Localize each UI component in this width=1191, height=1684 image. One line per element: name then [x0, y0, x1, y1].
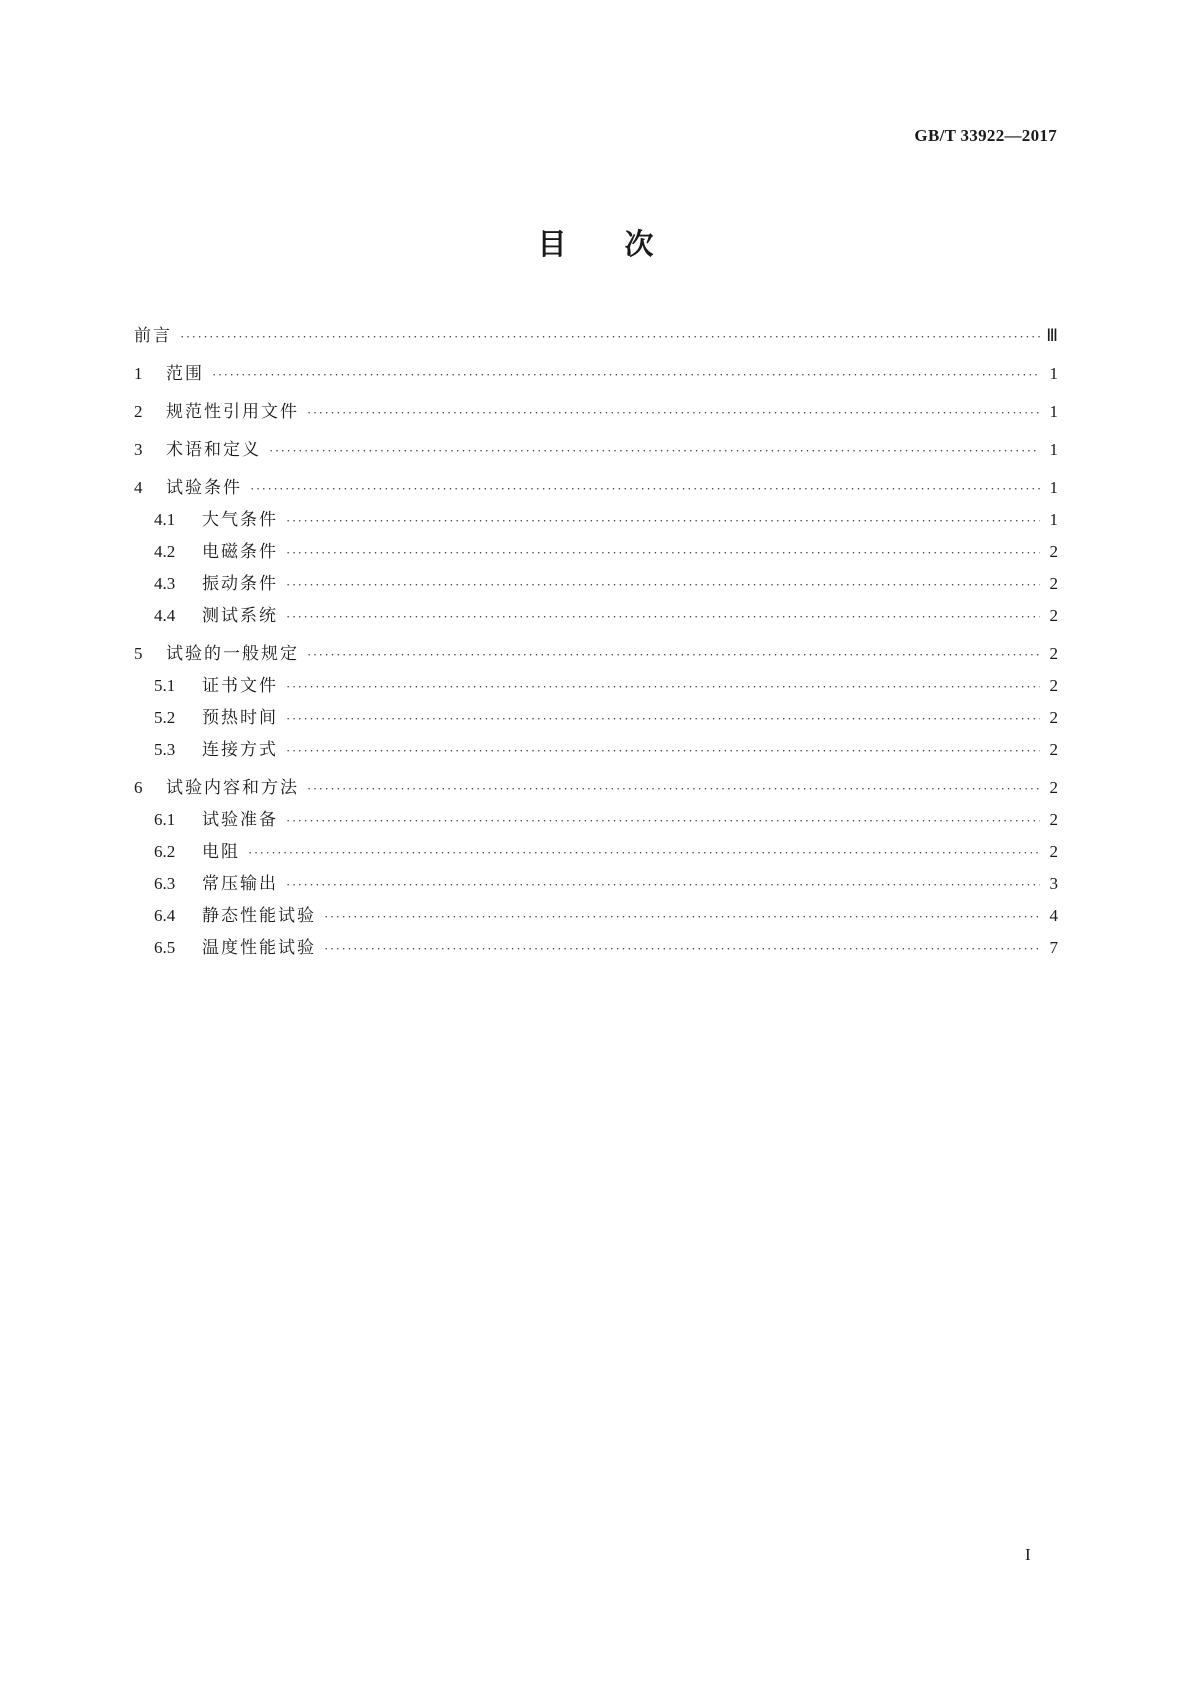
toc-entry-label: 大气条件 — [202, 510, 278, 530]
toc-entry-label: 常压输出 — [202, 874, 278, 894]
toc-entry-page: 2 — [1049, 842, 1058, 861]
toc-entry[interactable] — [134, 810, 1058, 831]
toc-entry-label: 试验的一般规定 — [166, 644, 299, 664]
dot-leader — [324, 907, 1040, 927]
table-of-contents — [134, 326, 1058, 959]
toc-entry-label: 试验条件 — [166, 478, 242, 498]
toc-entry[interactable] — [134, 842, 1058, 863]
toc-entry-page: 2 — [1049, 778, 1058, 797]
dot-leader — [286, 709, 1040, 729]
toc-entry-page: 2 — [1049, 740, 1058, 759]
toc-entry-number: 1 — [134, 364, 143, 383]
toc-entry[interactable] — [134, 440, 1058, 461]
toc-entry-number: 5.2 — [154, 708, 176, 727]
toc-entry-label: 静态性能试验 — [202, 906, 316, 926]
toc-entry-label: 试验准备 — [202, 810, 278, 830]
dot-leader — [286, 741, 1040, 761]
dot-leader — [286, 575, 1040, 595]
toc-entry-label: 电阻 — [202, 842, 240, 862]
toc-entry-label: 振动条件 — [202, 574, 278, 594]
toc-entry-label: 试验内容和方法 — [166, 778, 299, 798]
toc-entry-number: 6.5 — [154, 938, 176, 957]
toc-entry-label: 预热时间 — [202, 708, 278, 728]
toc-entry-number: 6.4 — [154, 906, 176, 925]
toc-entry[interactable] — [134, 542, 1058, 563]
toc-entry[interactable] — [134, 906, 1058, 927]
toc-entry-number: 4.1 — [154, 510, 176, 529]
toc-entry-number: 4.4 — [154, 606, 176, 625]
dot-leader — [248, 843, 1040, 863]
toc-entry-page: 1 — [1049, 510, 1058, 529]
toc-entry-number: 6 — [134, 778, 143, 797]
toc-entry-label: 证书文件 — [202, 676, 278, 696]
toc-entry[interactable] — [134, 644, 1058, 665]
toc-entry-number: 3 — [134, 440, 143, 459]
toc-entry[interactable] — [134, 364, 1058, 385]
dot-leader — [307, 403, 1040, 423]
dot-leader — [286, 811, 1040, 831]
toc-entry-page: 2 — [1049, 676, 1058, 695]
toc-entry-number: 5.3 — [154, 740, 176, 759]
toc-entry-label: 规范性引用文件 — [166, 402, 299, 422]
toc-entry-page: 1 — [1049, 478, 1058, 497]
toc-entry-label: 电磁条件 — [202, 542, 278, 562]
toc-entry-page: 1 — [1049, 364, 1058, 383]
dot-leader — [307, 779, 1040, 799]
toc-entry-page: 2 — [1049, 574, 1058, 593]
toc-entry[interactable] — [134, 478, 1058, 499]
page-title: 目次 — [537, 227, 712, 261]
toc-entry[interactable] — [134, 402, 1058, 423]
dot-leader — [286, 511, 1040, 531]
toc-entry-page: 7 — [1049, 938, 1058, 957]
toc-entry-number: 4.2 — [154, 542, 176, 561]
dot-leader — [269, 441, 1040, 461]
toc-entry[interactable] — [134, 574, 1058, 595]
toc-entry-label: 测试系统 — [202, 606, 278, 626]
toc-entry[interactable] — [134, 326, 1058, 347]
toc-entry[interactable] — [134, 708, 1058, 729]
standard-code: GB/T 33922—2017 — [914, 126, 1057, 145]
toc-entry-number: 5.1 — [154, 676, 176, 695]
toc-entry-number: 4 — [134, 478, 143, 497]
toc-entry-label: 范围 — [166, 364, 204, 384]
toc-entry-label: 连接方式 — [202, 740, 278, 760]
toc-entry-page: 3 — [1049, 874, 1058, 893]
toc-entry[interactable] — [134, 510, 1058, 531]
toc-entry-label: 术语和定义 — [166, 440, 261, 460]
dot-leader — [286, 677, 1040, 697]
toc-entry-number: 6.2 — [154, 842, 176, 861]
dot-leader — [180, 327, 1040, 347]
toc-entry-label: 前言 — [134, 326, 172, 346]
toc-entry-page: 2 — [1049, 644, 1058, 663]
toc-entry[interactable] — [134, 874, 1058, 895]
toc-entry-page: 4 — [1049, 906, 1058, 925]
dot-leader — [286, 875, 1040, 895]
page-number: I — [1025, 1545, 1031, 1564]
dot-leader — [212, 365, 1040, 385]
toc-entry-number: 2 — [134, 402, 143, 421]
toc-entry[interactable] — [134, 740, 1058, 761]
toc-entry[interactable] — [134, 676, 1058, 697]
toc-entry-number: 5 — [134, 644, 143, 663]
toc-entry-page: 2 — [1049, 542, 1058, 561]
toc-entry-page: 1 — [1049, 402, 1058, 421]
toc-entry[interactable] — [134, 778, 1058, 799]
toc-entry-page: 1 — [1049, 440, 1058, 459]
toc-entry-page: 2 — [1049, 708, 1058, 727]
toc-entry[interactable] — [134, 606, 1058, 627]
toc-entry-page: 2 — [1049, 606, 1058, 625]
dot-leader — [286, 543, 1040, 563]
dot-leader — [250, 479, 1040, 499]
dot-leader — [307, 645, 1040, 665]
toc-entry-page: 2 — [1049, 810, 1058, 829]
dot-leader — [286, 607, 1040, 627]
toc-entry-number: 4.3 — [154, 574, 176, 593]
dot-leader — [324, 939, 1040, 959]
toc-entry-page: Ⅲ — [1046, 326, 1058, 345]
toc-entry-number: 6.1 — [154, 810, 176, 829]
toc-entry-label: 温度性能试验 — [202, 938, 316, 958]
toc-entry-number: 6.3 — [154, 874, 176, 893]
toc-entry[interactable] — [134, 938, 1058, 959]
